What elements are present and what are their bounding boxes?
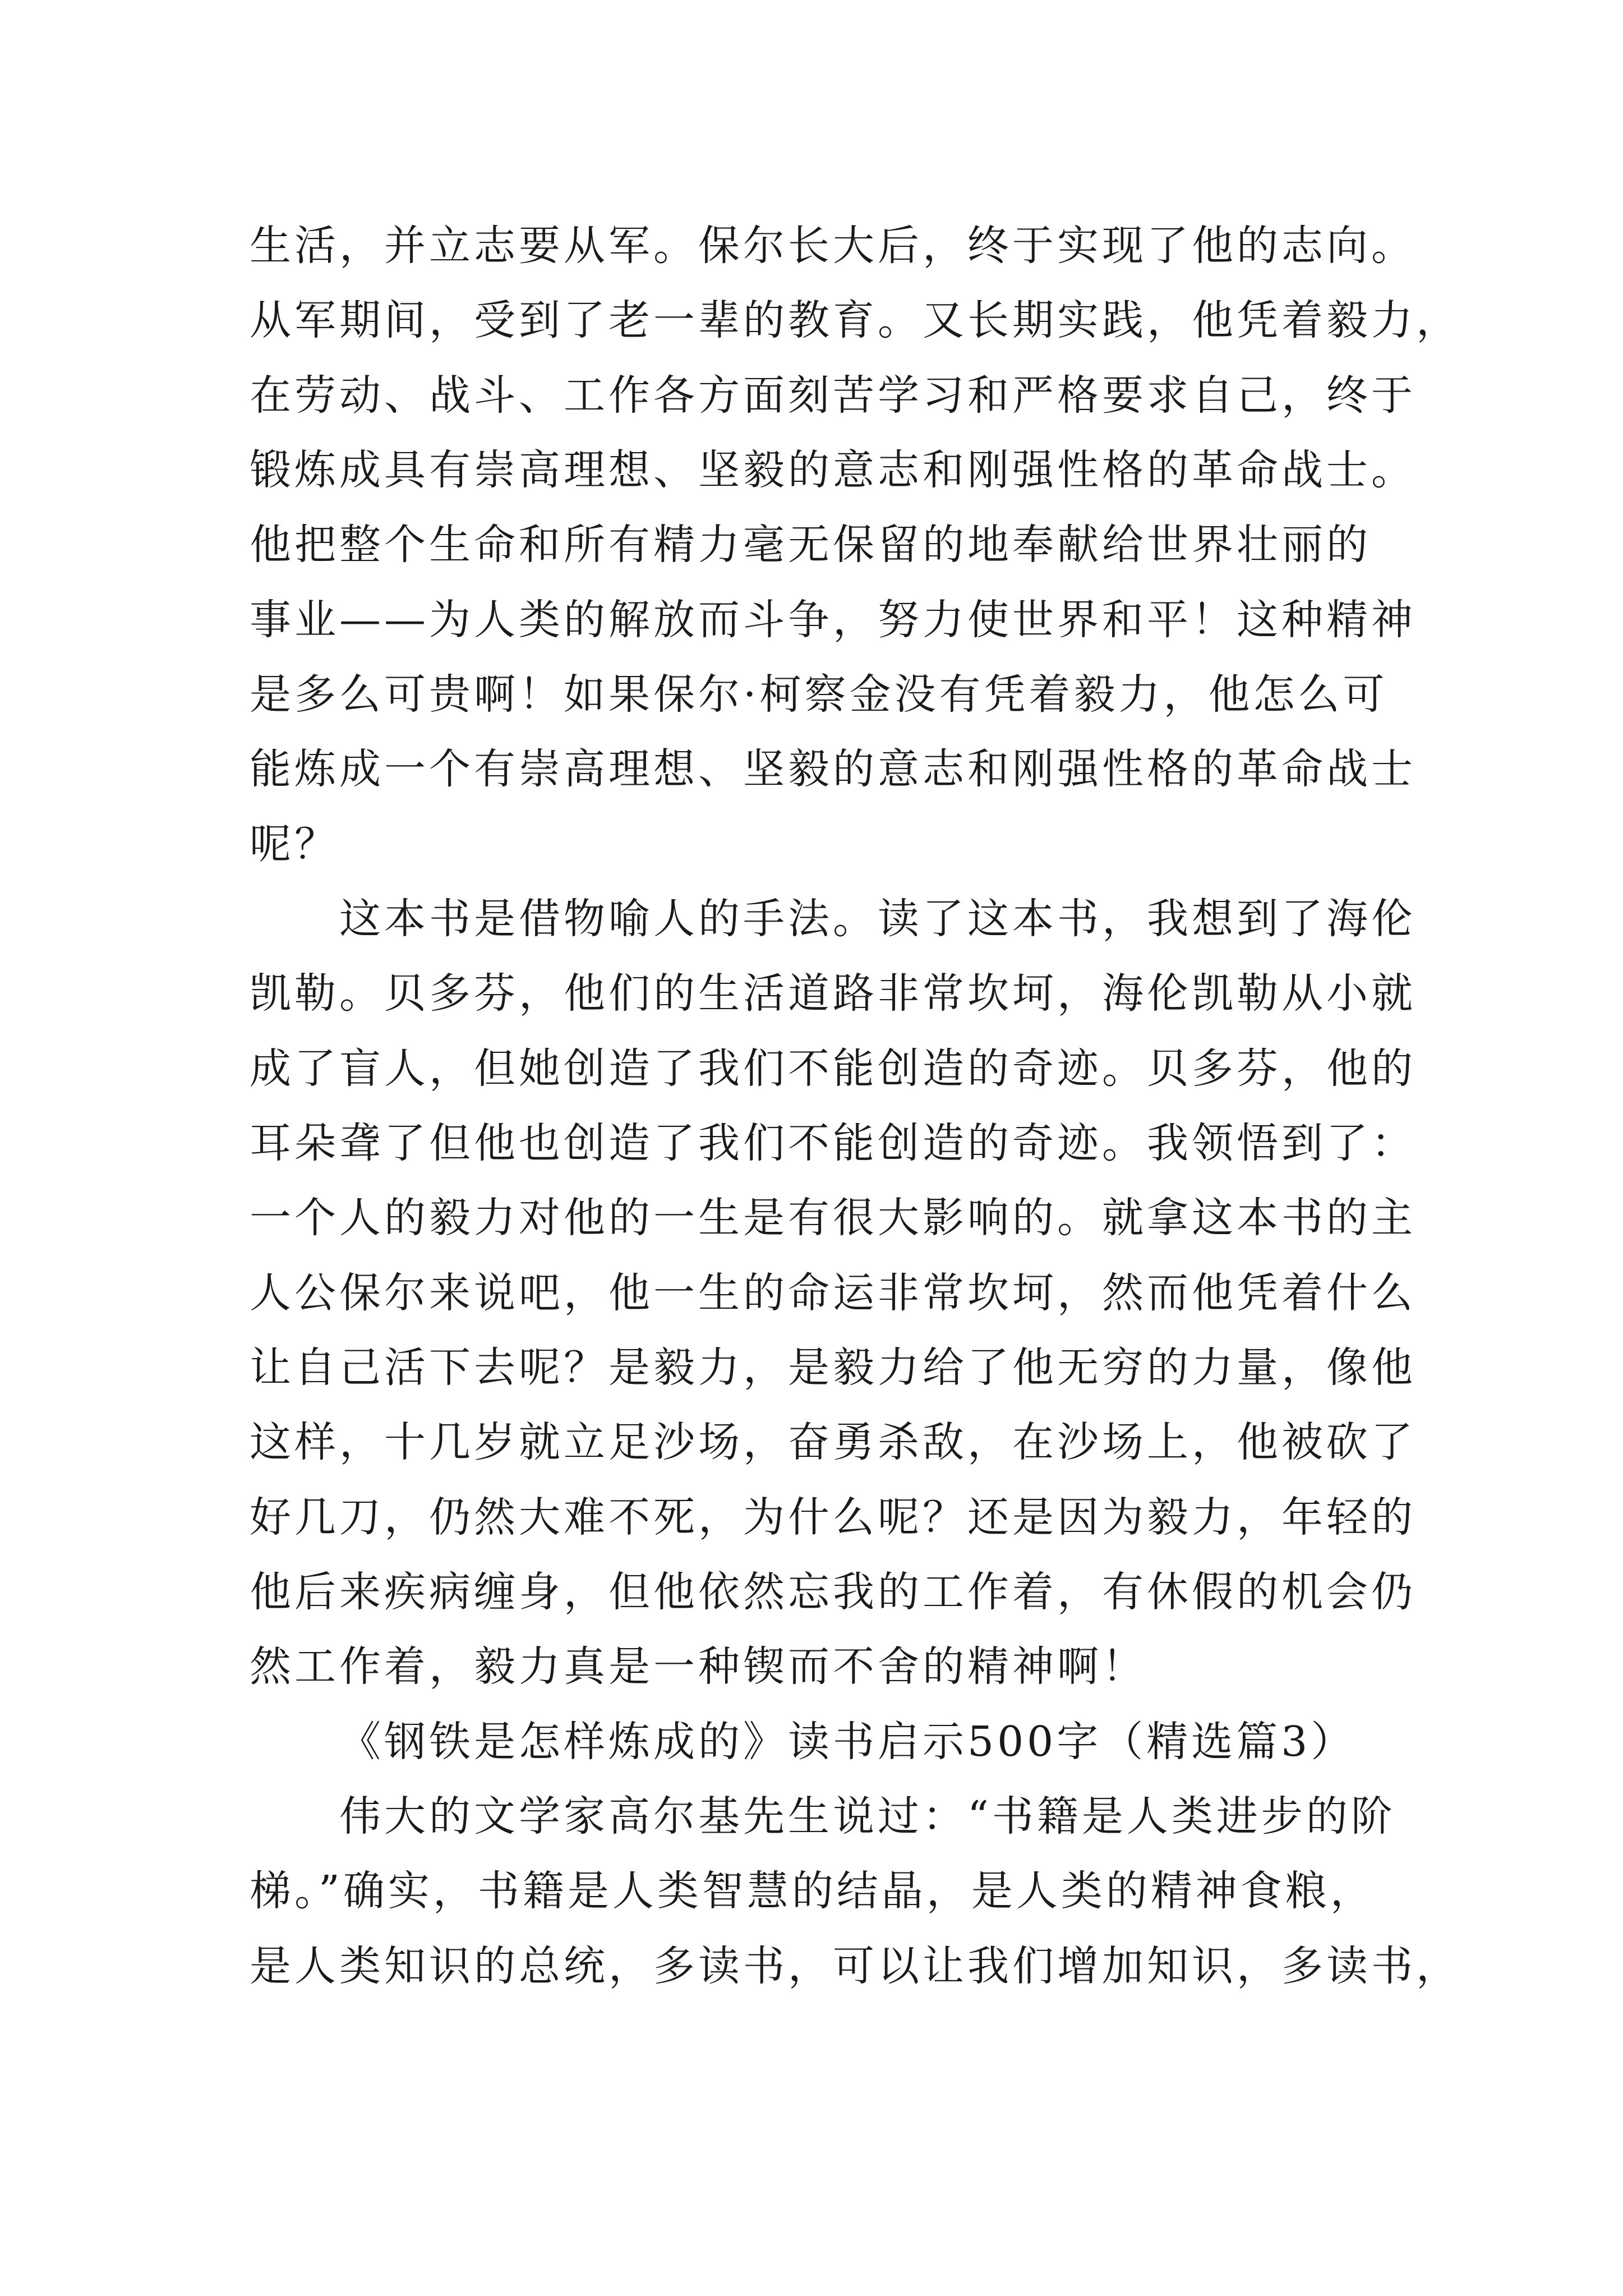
- text-line: 人公保尔来说吧，他一生的命运非常坎坷，然而他凭着什么: [250, 1269, 1416, 1317]
- text-line: 是人类知识的总统，多读书，可以让我们增加知识，多读书，: [250, 1942, 1461, 1990]
- text-line: 呢？: [250, 820, 339, 868]
- text-line: 锻炼成具有崇高理想、坚毅的意志和刚强性格的革命战士。: [250, 446, 1416, 494]
- text-line: 然工作着，毅力真是一种锲而不舍的精神啊！: [250, 1642, 1147, 1691]
- text-line: 他把整个生命和所有精力毫无保留的地奉献给世界壮丽的: [250, 521, 1371, 569]
- section-heading: 《钢铁是怎样炼成的》读书启示500字（精选篇3）: [339, 1718, 1356, 1766]
- text-line: 好几刀，仍然大难不死，为什么呢？还是因为毅力，年轻的: [250, 1493, 1416, 1542]
- text-line: 事业——为人类的解放而斗争，努力使世界和平！这种精神: [250, 596, 1416, 644]
- text-line: 凯勒。贝多芬，他们的生活道路非常坎坷，海伦凯勒从小就: [250, 969, 1416, 1018]
- text-line: 是多么可贵啊！如果保尔·柯察金没有凭着毅力，他怎么可: [250, 670, 1388, 719]
- text-line: 他后来疾病缠身，但他依然忘我的工作着，有休假的机会仍: [250, 1568, 1416, 1616]
- text-line: 能炼成一个有崇高理想、坚毅的意志和刚强性格的革命战士: [250, 745, 1416, 793]
- paragraph-first-line: 伟大的文学家高尔基先生说过：“书籍是人类进步的阶: [339, 1792, 1396, 1841]
- text-line: 生活，并立志要从军。保尔长大后，终于实现了他的志向。: [250, 222, 1416, 270]
- text-line: 从军期间，受到了老一辈的教育。又长期实践，他凭着毅力，: [250, 296, 1461, 344]
- paragraph-first-line: 这本书是借物喻人的手法。读了这本书，我想到了海伦: [339, 895, 1416, 943]
- text-line: 成了盲人，但她创造了我们不能创造的奇迹。贝多芬，他的: [250, 1045, 1416, 1093]
- text-line: 耳朵聋了但他也创造了我们不能创造的奇迹。我领悟到了：: [250, 1119, 1416, 1167]
- text-line: 梯。”确实，书籍是人类智慧的结晶，是人类的精神食粮，: [250, 1867, 1375, 1915]
- text-line: 这样，十几岁就立足沙场，奋勇杀敌，在沙场上，他被砍了: [250, 1418, 1416, 1466]
- text-line: 在劳动、战斗、工作各方面刻苦学习和严格要求自己，终于: [250, 371, 1416, 420]
- text-line: 一个人的毅力对他的一生是有很大影响的。就拿这本书的主: [250, 1194, 1416, 1242]
- text-line: 让自己活下去呢？是毅力，是毅力给了他无穷的力量，像他: [250, 1343, 1416, 1392]
